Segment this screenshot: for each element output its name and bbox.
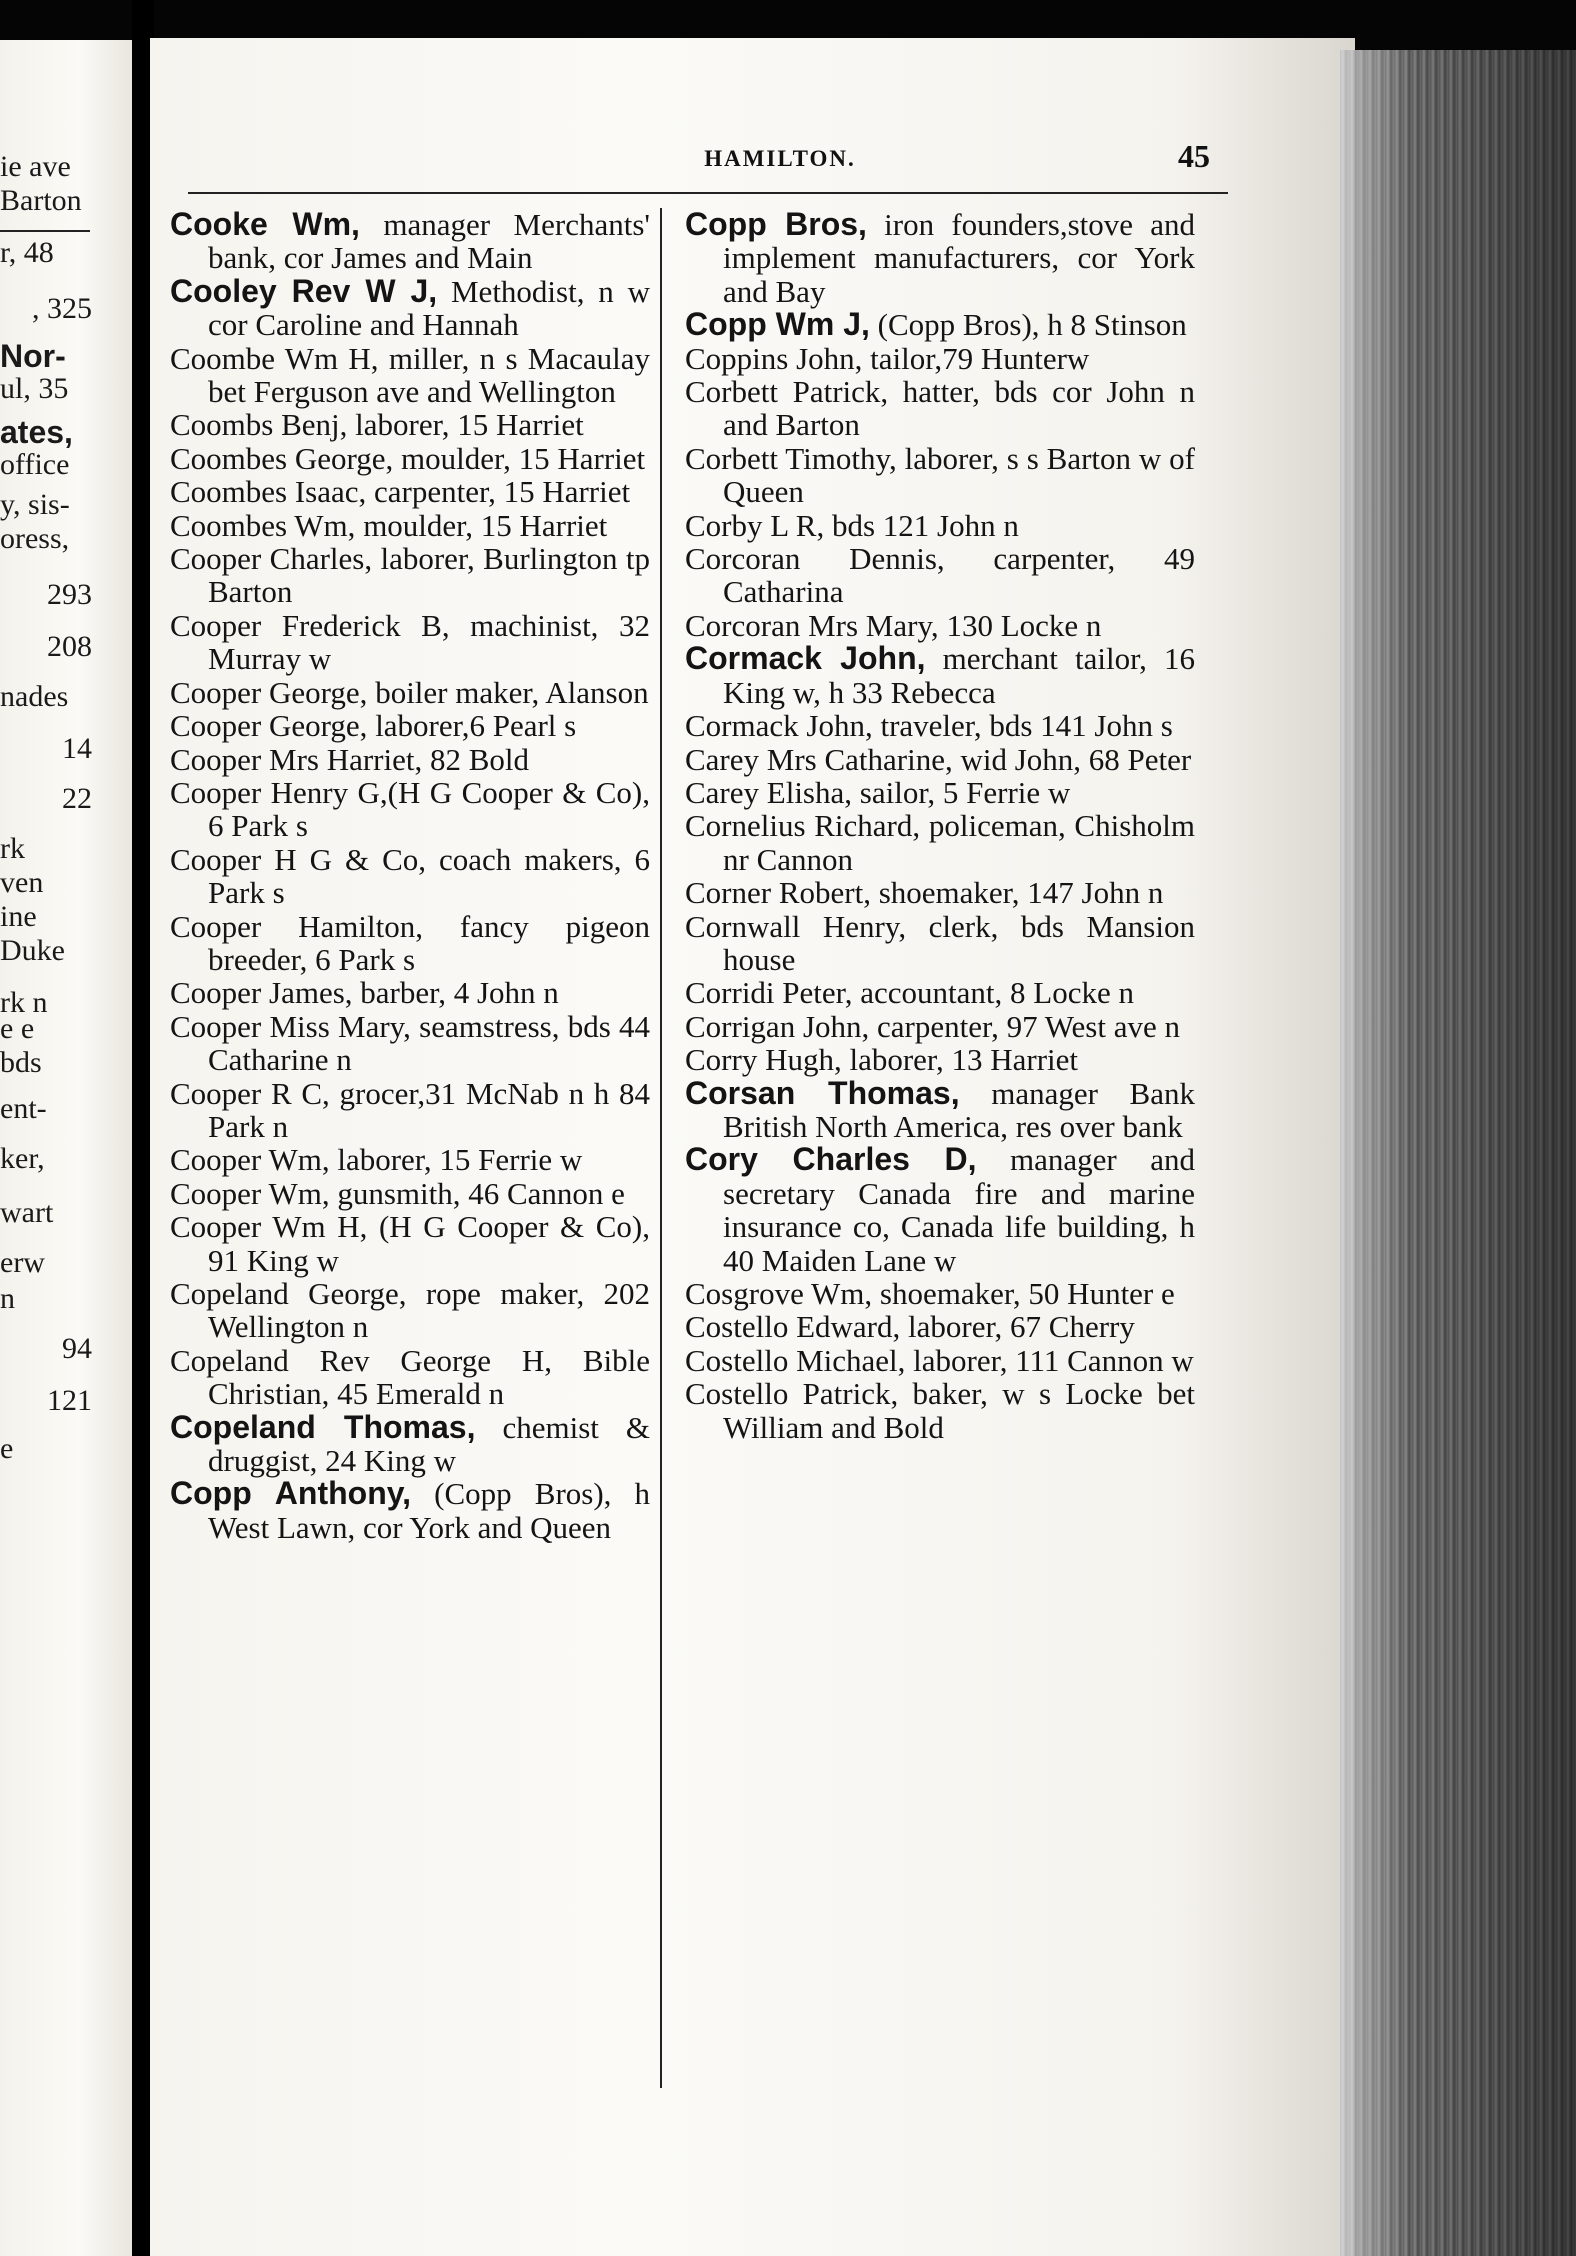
- entry-name: Cooper Wm H,: [170, 1209, 368, 1245]
- left-page-fragment: 121: [47, 1384, 92, 1417]
- entry-details: laborer, 15 Harriet: [347, 407, 584, 443]
- entry-details: (Copp Bros), h West Lawn, cor York and Queen: [208, 1476, 651, 1545]
- left-page-fragment: ker,: [0, 1142, 45, 1175]
- directory-entry: [685, 743, 1195, 776]
- directory-entry: [685, 642, 1195, 709]
- directory-entry: [685, 1344, 1195, 1377]
- entry-name: Coombs Benj,: [170, 407, 348, 443]
- directory-entry: [170, 408, 650, 441]
- left-page-fragment: ine: [0, 900, 37, 933]
- entry-name: Coppins John,: [685, 340, 863, 376]
- directory-entry: [685, 876, 1195, 909]
- left-page-fragment: nades: [0, 680, 69, 713]
- directory-entry: [170, 1408, 650, 1479]
- entry-details: laborer, 13 Harriet: [841, 1042, 1079, 1078]
- entry-name: Copeland George,: [170, 1276, 407, 1311]
- left-page-fragment: e e: [0, 1012, 35, 1045]
- directory-entry: [170, 1143, 650, 1176]
- entry-name: Cooper Hamilton,: [170, 908, 423, 944]
- left-page-fragment: rk n: [0, 986, 48, 1019]
- entry-details: clerk, bds Mansion house: [723, 908, 1195, 977]
- directory-entry: [685, 1074, 1195, 1144]
- entry-details: Bible Christian, 45 Emerald n: [208, 1342, 650, 1412]
- entry-details: laborer, 15 Ferrie w: [329, 1142, 583, 1178]
- left-page-fragment: rk: [0, 832, 25, 865]
- entry-name: Cooke Wm,: [170, 206, 360, 242]
- directory-entry: [170, 272, 650, 343]
- entry-details: miller, n s Macaulay bet Ferguson ave and Wellington: [208, 340, 650, 410]
- left-page-fragment: 22: [62, 782, 92, 815]
- directory-entry: [170, 342, 650, 409]
- adjacent-left-page: [0, 40, 132, 2256]
- entry-details: barber, 4 John n: [352, 975, 559, 1011]
- directory-entry: [170, 1077, 650, 1144]
- entry-details: iron founders,stove and implement manufacturers, cor York and Bay: [723, 207, 1196, 309]
- entry-details: 130 Locke n: [938, 607, 1102, 643]
- left-page-fragment: n: [0, 1282, 15, 1315]
- directory-entry: [685, 976, 1195, 1009]
- entry-details: bds 121 John n: [824, 507, 1019, 543]
- entry-details: manager Bank British North America, res over bank: [723, 1075, 1195, 1144]
- entry-name: Copeland Thomas,: [170, 1408, 476, 1445]
- entry-name: Cormack John,: [685, 640, 926, 677]
- directory-entry: [685, 1043, 1195, 1076]
- entry-details: fancy pigeon breeder, 6 Park s: [208, 908, 650, 977]
- entry-name: Cooper Henry G,: [170, 774, 388, 810]
- entry-name: Costello Patrick,: [685, 1376, 899, 1412]
- left-page-fragment: ul, 35: [0, 372, 69, 405]
- entry-name: Carey Mrs Catharine,: [685, 741, 953, 777]
- page-number: 45: [1178, 138, 1210, 174]
- entry-name: Cory Charles D,: [685, 1141, 977, 1178]
- entry-details: baker, w s Locke bet William and Bold: [723, 1376, 1195, 1445]
- entry-details: accountant, 8 Locke n: [852, 975, 1134, 1011]
- entry-name: Cormack John,: [685, 708, 873, 744]
- entry-name: Copp Bros,: [685, 206, 867, 242]
- entry-name: Corby L R,: [685, 507, 825, 543]
- directory-entry: [170, 776, 650, 843]
- entry-details: manager Merchants' bank, cor James and Main: [208, 207, 650, 276]
- left-page-fragment: ent-: [0, 1092, 47, 1125]
- directory-entry: [170, 609, 650, 676]
- directory-entry: [170, 1344, 650, 1411]
- directory-entry: [170, 1477, 650, 1544]
- entry-details: rope maker, 202 Wellington n: [208, 1276, 651, 1345]
- directory-entry: [685, 1143, 1195, 1277]
- left-page-fragment: y, sis-: [0, 488, 70, 521]
- directory-entry: [170, 1277, 650, 1344]
- entry-name: Corridi Peter,: [685, 975, 853, 1011]
- entry-details: (H G Cooper & Co), 91 King w: [208, 1209, 650, 1278]
- entry-details: shoemaker, 147 John n: [870, 875, 1164, 911]
- entry-details: policeman, Chisholm nr Cannon: [723, 808, 1195, 877]
- directory-entry: [170, 442, 650, 475]
- entry-name: Cooper Mrs Harriet,: [170, 741, 423, 777]
- directory-entry: [170, 743, 650, 776]
- entry-details: shoemaker, 50 Hunter e: [872, 1276, 1175, 1311]
- directory-entry: [170, 976, 650, 1009]
- entry-name: Coombes Isaac,: [170, 474, 367, 510]
- directory-page: [150, 38, 1355, 2256]
- entry-name: Carey Elisha,: [685, 774, 853, 810]
- left-page-fragment: Nor-: [0, 338, 66, 374]
- entry-details: (H G Cooper & Co), 6 Park s: [208, 774, 650, 844]
- entry-details: carpenter, 49 Catharina: [723, 541, 1195, 610]
- entry-name: Copp Anthony,: [170, 1475, 412, 1512]
- entry-name: Corsan Thomas,: [685, 1074, 960, 1111]
- directory-entry: [170, 1010, 650, 1077]
- directory-entry: [685, 442, 1195, 509]
- entry-name: Cooper Miss Mary,: [170, 1008, 411, 1044]
- directory-entry: [685, 1377, 1195, 1444]
- left-page-fragment: Duke: [0, 934, 65, 967]
- left-page-fragment: erw: [0, 1246, 45, 1279]
- entry-details: machinist, 32 Murray w: [208, 607, 650, 677]
- column-divider: [660, 208, 662, 2088]
- directory-entry: [685, 542, 1195, 609]
- entry-details: hatter, bds cor John n and Barton: [723, 374, 1195, 443]
- directory-entry: [170, 1177, 650, 1210]
- entry-details: carpenter, 15 Harriet: [366, 474, 631, 510]
- page-edges: [1340, 50, 1576, 2256]
- left-page-fragment: r, 48: [0, 236, 54, 269]
- entry-details: (Copp Bros), h 8 Stinson: [869, 307, 1187, 343]
- entry-details: tailor,79 Hunterw: [862, 340, 1090, 376]
- directory-entry: [170, 910, 650, 977]
- entry-name: Cooley Rev W J,: [170, 272, 438, 309]
- entry-details: seamstress, bds 44 Catharine n: [208, 1008, 650, 1078]
- entry-name: Copeland Rev George H,: [170, 1342, 552, 1378]
- entry-details: laborer, 111 Cannon w: [905, 1342, 1194, 1378]
- entry-details: laborer, 67 Cherry: [900, 1309, 1135, 1345]
- entry-details: carpenter, 97 West ave n: [869, 1008, 1180, 1044]
- directory-entry: [170, 676, 650, 709]
- left-page-fragment: e: [0, 1432, 14, 1465]
- directory-entry: [170, 208, 650, 275]
- directory-entry: [170, 542, 650, 609]
- left-page-rule: [0, 230, 90, 232]
- entry-details: 82 Bold: [422, 741, 530, 777]
- entry-name: Copp Wm J,: [685, 306, 870, 343]
- entry-name: Corbett Patrick,: [685, 374, 889, 410]
- directory-entry: [685, 1277, 1195, 1310]
- entry-details: grocer,31 McNab n h 84 Park n: [208, 1075, 650, 1144]
- left-column: [170, 208, 650, 1544]
- directory-entry: [685, 375, 1195, 442]
- entry-name: Costello Michael,: [685, 1342, 906, 1378]
- entry-details: moulder, 15 Harriet: [393, 440, 646, 476]
- directory-entry: [685, 342, 1195, 375]
- left-page-fragment: 293: [47, 578, 92, 611]
- left-page-fragment: ven: [0, 866, 44, 899]
- left-page-fragment: oress,: [0, 522, 70, 555]
- entry-name: Corcoran Dennis,: [685, 541, 945, 577]
- directory-entry: [170, 709, 650, 742]
- entry-details: sailor, 5 Ferrie w: [852, 774, 1071, 810]
- entry-details: boiler maker, Alanson: [367, 674, 649, 710]
- directory-entry: [685, 776, 1195, 809]
- directory-entry: [685, 308, 1195, 341]
- entry-details: manager and secretary Canada fire and marine insurance co, Canada life building, h 40 Maiden Lane w: [723, 1142, 1195, 1278]
- entry-name: Coombes George,: [170, 440, 394, 476]
- entry-details: merchant tailor, 16 King w, h 33 Rebecca: [723, 641, 1195, 710]
- directory-entry: [685, 1010, 1195, 1043]
- entry-name: Cooper Wm,: [170, 1175, 330, 1211]
- entry-name: Cooper R C,: [170, 1075, 330, 1111]
- entry-name: Cooper H G & Co,: [170, 841, 427, 877]
- directory-entry: [685, 910, 1195, 977]
- entry-name: Coombe Wm H,: [170, 340, 379, 376]
- left-page-fragment: ie ave: [0, 150, 71, 183]
- entry-name: Cornelius Richard,: [685, 808, 921, 844]
- directory-entry: [685, 1310, 1195, 1343]
- directory-entry: [685, 208, 1195, 308]
- entry-name: Cooper Charles,: [170, 541, 373, 577]
- entry-details: coach makers, 6 Park s: [208, 841, 651, 911]
- directory-entry: [685, 709, 1195, 742]
- left-page-fragment: 208: [47, 630, 92, 663]
- entry-name: Cooper George,: [170, 708, 368, 744]
- entry-details: wid John, 68 Peter: [952, 741, 1192, 777]
- running-head: HAMILTON.: [704, 146, 856, 171]
- left-page-fragment: Barton: [0, 184, 82, 217]
- left-page-fragment: ates,: [0, 414, 73, 450]
- directory-entry: [685, 509, 1195, 542]
- directory-entry: [685, 809, 1195, 876]
- entry-details: moulder, 15 Harriet: [355, 507, 608, 543]
- entry-name: Costello Edward,: [685, 1309, 901, 1345]
- directory-entry: [170, 475, 650, 508]
- entry-details: laborer,6 Pearl s: [367, 708, 577, 744]
- entry-name: Corcoran Mrs Mary,: [685, 607, 939, 643]
- entry-name: Corry Hugh,: [685, 1042, 842, 1078]
- header-rule: [188, 192, 1228, 194]
- directory-entry: [170, 1210, 650, 1277]
- entry-name: Cooper George,: [170, 674, 368, 710]
- entry-details: Methodist, n w cor Caroline and Hannah: [208, 273, 650, 343]
- entry-name: Cooper Frederick B,: [170, 607, 450, 643]
- entry-name: Coombes Wm,: [170, 507, 356, 543]
- directory-entry: [170, 843, 650, 910]
- left-page-fragment: , 325: [32, 292, 92, 325]
- directory-entry: [685, 609, 1195, 642]
- entry-name: Corner Robert,: [685, 875, 871, 911]
- entry-details: gunsmith, 46 Cannon e: [329, 1175, 625, 1211]
- entry-details: traveler, bds 141 John s: [872, 708, 1173, 744]
- entry-details: chemist & druggist, 24 King w: [208, 1409, 650, 1479]
- entry-name: Cosgrove Wm,: [685, 1276, 873, 1311]
- entry-name: Cooper James,: [170, 975, 353, 1011]
- entry-name: Cornwall Henry,: [685, 908, 907, 944]
- left-page-fragment: 14: [62, 732, 92, 765]
- left-page-fragment: wart: [0, 1196, 54, 1229]
- entry-name: Corrigan John,: [685, 1008, 870, 1044]
- entry-details: laborer, s s Barton w of Queen: [723, 440, 1195, 510]
- left-page-fragment: office: [0, 448, 70, 481]
- entry-name: Corbett Timothy,: [685, 440, 897, 476]
- entry-name: Cooper Wm,: [170, 1142, 330, 1178]
- directory-entry: [170, 509, 650, 542]
- right-column: [685, 208, 1195, 1444]
- left-page-fragment: bds: [0, 1046, 42, 1079]
- left-page-fragment: 94: [62, 1332, 92, 1365]
- entry-details: laborer, Burlington tp Barton: [208, 541, 650, 610]
